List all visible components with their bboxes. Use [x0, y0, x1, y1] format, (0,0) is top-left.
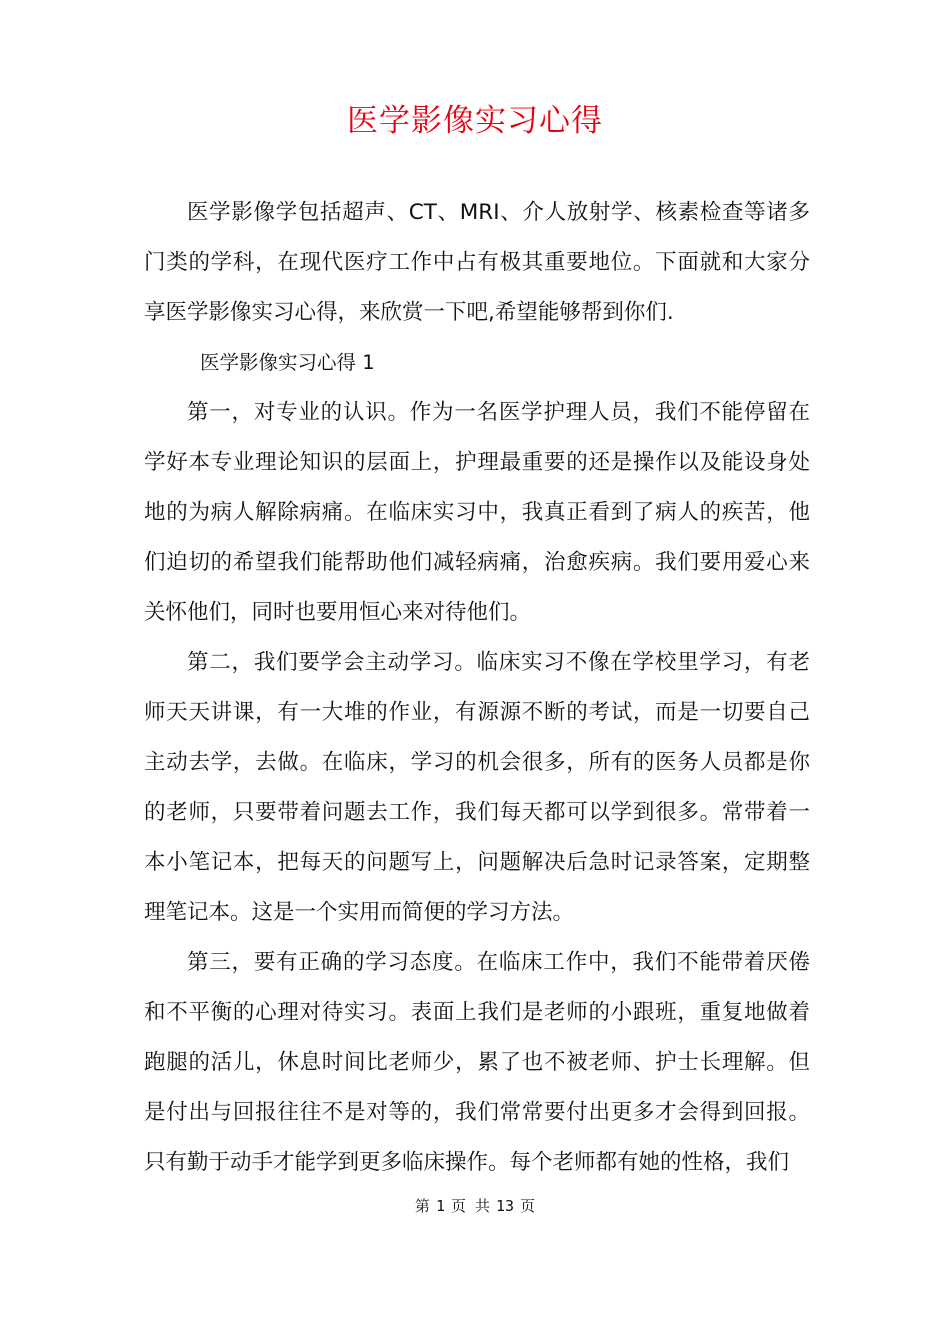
document-title: 医学影像实习心得: [347, 103, 603, 139]
section-heading: 医学影像实习心得 1: [200, 351, 375, 374]
document-body: [144, 188, 810, 1188]
paragraph-3: 第三，要有正确的学习态度。在临床工作中，我们不能带着厌倦和不平衡的心理对待实习。表面上我们是老师的小跟班，重复地做着跑腿的活儿，休息时间比老师少，累了也不被老师、护士长理解。但是付出与回报往往不是对等的，我们常常要付出更多才会得到回报。只有勤于动手才能学到更多临床操作。每个老师都有她的性格，我们: [144, 950, 810, 1175]
page-footer: [0, 1196, 950, 1216]
paragraph-1: 第一，对专业的认识。作为一名医学护理人员，我们不能停留在学好本专业理论知识的层面上，护理最重要的还是操作以及能设身处地的为病人解除病痛。在临床实习中，我真正看到了病人的疾苦，他们迫切的希望我们能帮助他们减轻病痛，治愈疾病。我们要用爱心来关怀他们，同时也要用恒心来对待他们。: [144, 400, 810, 625]
paragraph-2: 第二，我们要学会主动学习。临床实习不像在学校里学习，有老师天天讲课，有一大堆的作业，有源源不断的考试，而是一切要自己主动去学，去做。在临床，学习的机会很多，所有的医务人员都是你的老师，只要带着问题去工作，我们每天都可以学到很多。常带着一本小笔记本，把每天的问题写上，问题解决后急时记录答案，定期整理笔记本。这是一个实用而简便的学习方法。: [144, 650, 810, 925]
footer-label-of: 页 共: [450, 1197, 490, 1215]
footer-total-pages: 13: [496, 1197, 515, 1215]
intro-paragraph: 医学影像学包括超声、CT、MRI、介人放射学、核素检查等诸多门类的学科，在现代医疗工作中占有极其重要地位。下面就和大家分享医学影像实习心得，来欣赏一下吧,希望能够帮到你们.: [144, 200, 810, 325]
footer-label-pages: 页: [520, 1197, 536, 1215]
footer-current-page: 1: [435, 1197, 445, 1215]
footer-label-page: 第: [414, 1197, 430, 1215]
